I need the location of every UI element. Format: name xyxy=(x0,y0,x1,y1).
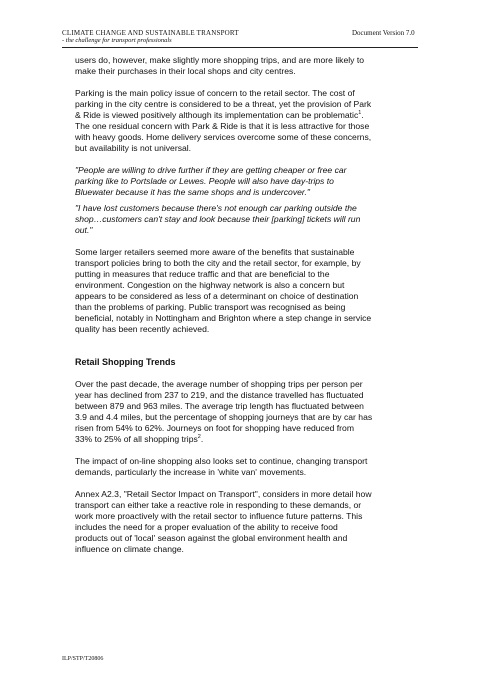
text-line: Parking is the main policy issue of concern to the retail sector. The cost of xyxy=(75,88,355,98)
text-line: year has declined from 237 to 219, and the distance travelled has fluctuated xyxy=(75,390,364,400)
text-line: out." xyxy=(75,225,93,235)
paragraph-larger-retailers xyxy=(75,247,405,335)
paragraph-shopping-trips xyxy=(75,55,405,77)
text-line: between 879 and 963 miles. The average trip length has fluctuated between xyxy=(75,401,364,411)
text-line: & Ride is viewed positively although its implementation can be problematic$^1$. xyxy=(75,110,364,120)
text-line: users do, however, make slightly more shopping trips, and are more likely to xyxy=(75,55,364,65)
quote-lost-customers xyxy=(75,203,405,236)
text-line: appears to be considered as less of a determinant on choice of destination xyxy=(75,291,359,301)
document-version: Document Version 7.0 xyxy=(352,29,415,37)
section-heading: Retail Shopping Trends xyxy=(75,357,176,367)
text-line: with heavy goods. Home delivery services overcome some of these concerns, xyxy=(75,132,372,142)
text-line: risen from 54% to 62%. Journeys on foot for shopping have reduced from xyxy=(75,423,354,433)
text-line: Some larger retailers seemed more aware of the benefits that sustainable xyxy=(75,247,355,257)
text-line: products out of 'local' season against the global environment health and xyxy=(75,533,348,543)
text-line: shop…customers can't stay and look because their [parking] tickets will run xyxy=(75,214,361,224)
footnote-ref: 1 xyxy=(358,110,362,116)
text-line: "I have lost customers because there's not enough car parking outside the xyxy=(75,203,357,213)
text-line: transport policies bring to both the city and the retail sector, for example, by xyxy=(75,258,361,268)
text-line: The impact of on-line shopping also looks set to continue, changing transport xyxy=(75,456,368,466)
header-rule xyxy=(62,47,418,48)
text-line: The one residual concern with Park & Ride is that it is less attractive for those xyxy=(75,121,370,131)
paragraph-trip-trends xyxy=(75,379,405,445)
text-line: includes the need for a proper evaluation of the ability to receive food xyxy=(75,522,338,532)
text-line: Bluewater because it has the same shops and is undercover." xyxy=(75,187,310,197)
text-line: 3.9 and 4.4 miles, but the percentage of shopping journeys that are by car has xyxy=(75,412,373,422)
text-line: putting in measures that reduce traffic and that are beneficial to the xyxy=(75,269,330,279)
paragraph-parking-policy xyxy=(75,88,405,154)
paragraph-online-shopping xyxy=(75,456,405,478)
text-line: transport can either take a reactive role in responding to these demands, or xyxy=(75,500,362,510)
text-line: parking like to Portslade or Lewes. People will also have day-trips to xyxy=(75,176,334,186)
header-subtitle: - the challenge for transport professionals xyxy=(62,37,172,44)
text-line: Over the past decade, the average number of shopping trips per person per xyxy=(75,379,363,389)
paragraph-annex xyxy=(75,489,405,555)
text-line: than the problems of parking. Public transport was recognised as being xyxy=(75,302,346,312)
page-footer: ILP/STP/T20806 xyxy=(62,656,104,662)
footnote-ref: 2 xyxy=(197,434,201,440)
text-line: influence on climate change. xyxy=(75,544,184,554)
text-line: "People are willing to drive further if they are getting cheaper or free car xyxy=(75,165,347,175)
running-header xyxy=(62,29,239,45)
text-line: but availability is not universal. xyxy=(75,143,192,153)
text-line: Annex A2.3, "Retail Sector Impact on Transport", considers in more detail how xyxy=(75,489,372,499)
text-line: environment. Congestion on the highway network is also a concern but xyxy=(75,280,345,290)
text-line: work more proactively with the retail sector to influence future patterns. This xyxy=(75,511,363,521)
text-line: make their purchases in their local shops and city centres. xyxy=(75,66,296,76)
text-line: beneficial, notably in Nottingham and Brighton where a step change in service xyxy=(75,313,372,323)
text-line: quality has been recently achieved. xyxy=(75,324,210,334)
text-line: 33% to 25% of all shopping trips$^2$. xyxy=(75,434,204,444)
quote-drive-further xyxy=(75,165,405,198)
text-line: demands, particularly the increase in 'white van' movements. xyxy=(75,467,307,477)
header-title: CLIMATE CHANGE AND SUSTAINABLE TRANSPORT xyxy=(62,29,239,37)
body-text xyxy=(75,55,405,555)
text-line: parking in the city centre is considered to be a threat, yet the provision of Park xyxy=(75,99,372,109)
